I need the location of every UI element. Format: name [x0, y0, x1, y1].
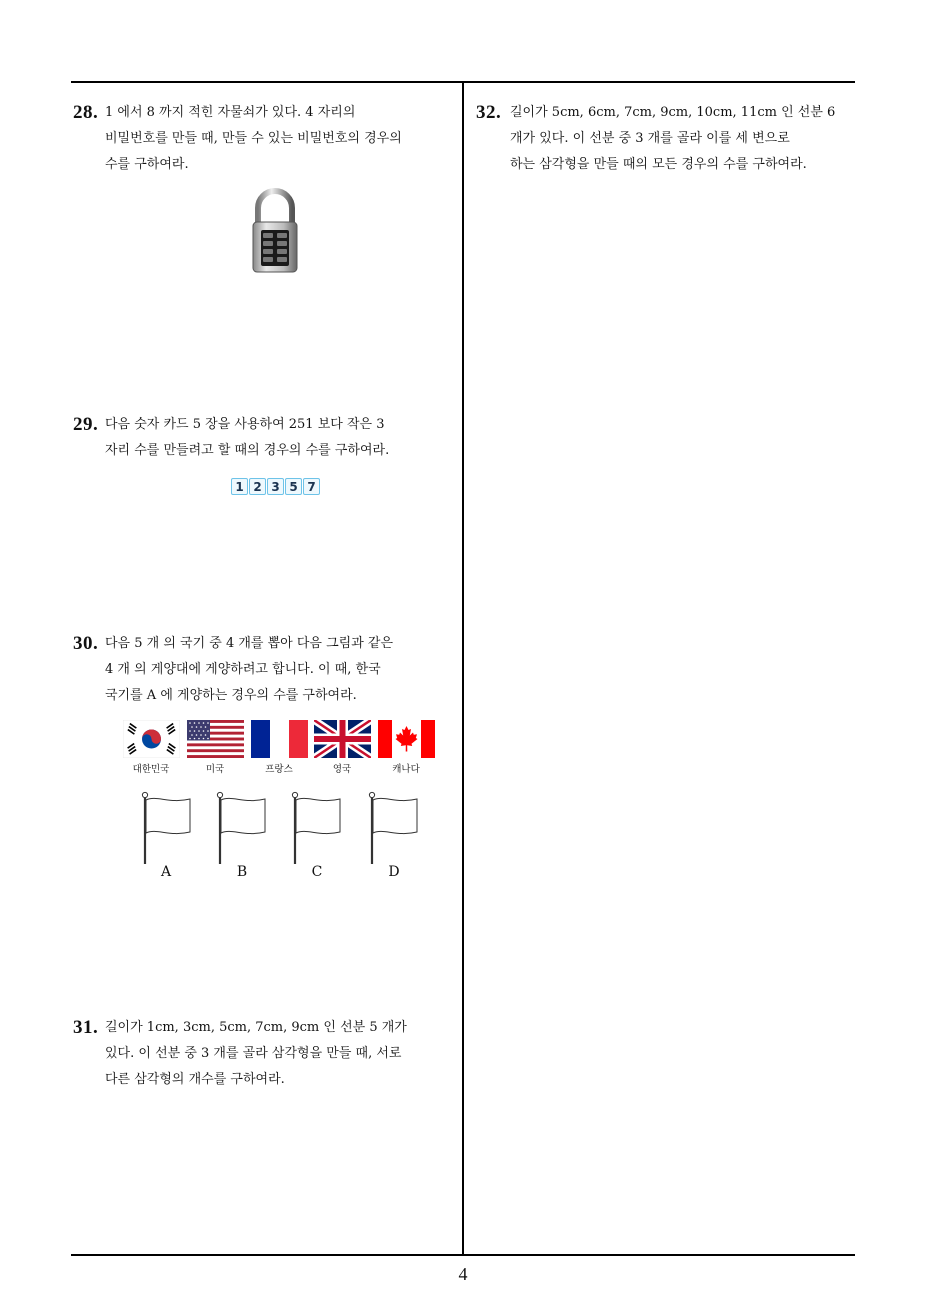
number-card: 7	[303, 478, 320, 495]
question-30-line-1: 다음 5 개 의 국기 중 4 개를 뽑아 다음 그림과 같은	[105, 636, 394, 651]
canada-flag-icon	[378, 720, 435, 758]
question-31-line-2: 있다. 이 선분 중 3 개를 골라 삼각형을 만들 때, 서로	[105, 1046, 402, 1061]
number-card: 5	[285, 478, 302, 495]
flag-label-france: 프랑스	[265, 764, 293, 775]
question-28-line-1: 1 에서 8 까지 적힌 자물쇠가 있다. 4 자리의	[105, 105, 356, 120]
flag-label-korea: 대한민국	[132, 764, 170, 775]
question-30-line-3: 국기를 A 에 게양하는 경우의 수를 구하여라.	[105, 688, 357, 703]
question-30-line-2: 4 개 의 게양대에 게양하려고 합니다. 이 때, 한국	[105, 662, 381, 677]
question-29-line-2: 자리 수를 만들려고 할 때의 경우의 수를 구하여라.	[105, 443, 390, 458]
flagpole-label-b: B	[236, 864, 248, 880]
page-number: 4	[458, 1264, 468, 1284]
question-31-number: 31.	[73, 1017, 99, 1038]
number-card: 1	[231, 478, 248, 495]
question-28-line-3: 수를 구하여라.	[105, 157, 189, 172]
question-32-line-3: 하는 삼각형을 만들 때의 모든 경우의 수를 구하여라.	[510, 157, 807, 172]
flagpole-d	[369, 792, 417, 864]
flagpole-c	[292, 792, 340, 864]
uk-flag-icon	[314, 720, 371, 758]
number-card: 3	[267, 478, 284, 495]
flag-label-usa: 미국	[205, 764, 225, 775]
france-flag-icon	[251, 720, 308, 758]
question-32-line-1: 길이가 5cm, 6cm, 7cm, 9cm, 10cm, 11cm 인 선분 6	[510, 105, 836, 120]
question-31-line-1: 길이가 1cm, 3cm, 5cm, 7cm, 9cm 인 선분 5 개가	[105, 1020, 407, 1035]
flag-label-uk: 영국	[332, 764, 352, 775]
question-28-number: 28.	[73, 102, 99, 123]
question-31-text	[105, 1015, 407, 1093]
column-divider	[462, 81, 464, 1255]
question-28-line-2: 비밀번호를 만들 때, 만들 수 있는 비밀번호의 경우의	[105, 131, 402, 146]
flagpole-illustration	[135, 790, 435, 865]
question-32-number: 32.	[476, 102, 502, 123]
question-28-text	[105, 100, 402, 178]
number-card: 2	[249, 478, 266, 495]
number-cards	[231, 478, 320, 495]
question-30-text	[105, 631, 393, 709]
question-30-number: 30.	[73, 633, 99, 654]
flagpole-label-a: A	[160, 864, 172, 880]
question-29-number: 29.	[73, 414, 99, 435]
flagpole-label-c: C	[311, 864, 323, 880]
question-29-line-1: 다음 숫자 카드 5 장을 사용하여 251 보다 작은 3	[105, 417, 385, 432]
flagpole-label-d: D	[388, 864, 400, 880]
question-29-text	[105, 412, 389, 464]
question-32-line-2: 개가 있다. 이 선분 중 3 개를 골라 이를 세 변으로	[510, 131, 790, 146]
flagpole-b	[217, 792, 265, 864]
usa-flag-icon	[187, 720, 244, 758]
padlock-image	[245, 188, 305, 274]
flagpole-a	[142, 792, 190, 864]
flag-label-canada: 캐나다	[392, 764, 420, 775]
south-korea-flag-icon	[123, 720, 180, 758]
question-32-text	[510, 100, 835, 178]
question-31-line-3: 다른 삼각형의 개수를 구하여라.	[105, 1072, 285, 1087]
